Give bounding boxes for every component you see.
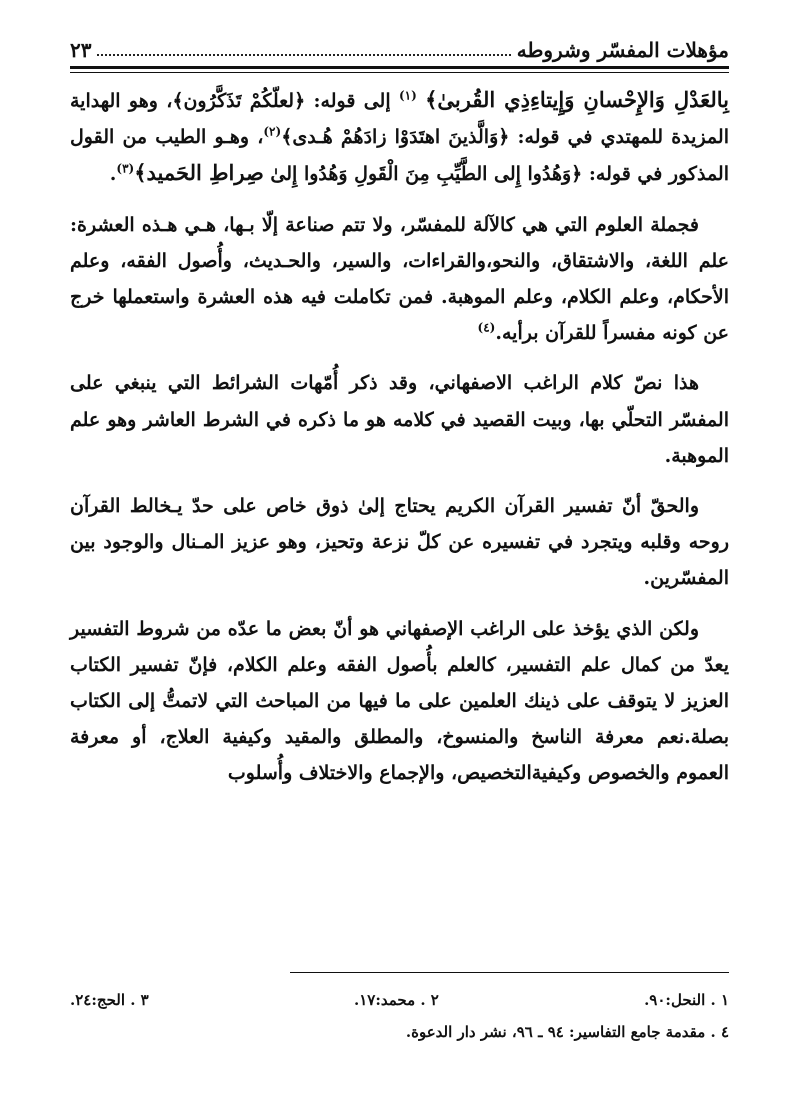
main-text	[70, 82, 729, 806]
paragraph-1-text-c: ، وهـو	[214, 126, 264, 149]
paragraph-2-text: فجملة العلوم التي هي كالآلة للمفسّر، ولا تتم صناعة إلّا بـها، هـي هـذه العشرة: علم اللغة، والاشتقاق، والنحو،والقراءات، والسير، والحـديث، وأُصول الفقه، وعلم الأحكام، وعلم الكلام، وعلم الموهبة. فمن تكاملت فيه هذه العشرة واستعملها خرج عن كونه مفسراً للقرآن برأيه.	[70, 213, 729, 345]
footnote-ref-4: (٤)	[477, 320, 496, 335]
footnote-ref-1: (١)	[398, 88, 417, 103]
quran-verse-3: صِراطِ الحَميد﴾	[134, 160, 264, 186]
paragraph-2	[70, 207, 729, 352]
paragraph-5-text: ولكن الذي يؤخذ على الراغب الإصفهاني هو أنّ بعض ما عدّه من شروط التفسير يعدّ من كمال علم التفسير، كالعلم بأُصول الفقه وعلم الكلام، فإنّ تفسير الكتاب العزيز لا يتوقف على ذينك العلمين على ما فيها من المباحث التي لاتمتُّ إلى الكتاب بصلة.نعم معرفة الناسخ والمنسوخ، والمطلق والمقيد وكيفية العلاج، أو معرفة العموم والخصوص وكيفيةالتخصيص، والإجماع والاختلاف وأُسلوب	[70, 617, 729, 785]
running-header	[70, 28, 729, 62]
header-dot-leader	[97, 54, 510, 56]
paragraph-3-text: هذا نصّ كلام الراغب الاصفهاني، وقد ذكر أُمّهات الشرائط التي ينبغي على المفسّر التحلّي بها، وبيت القصيد في كلامه هو ما ذكره في الشرط العاشر وهو علم الموهبة.	[70, 372, 729, 467]
header-rule-thick	[70, 66, 729, 69]
header-rule-thin	[70, 72, 729, 73]
paragraph-1-text-a: إلى قوله: ﴿لعلّكُمْ تَذَكَّرُون﴾، وهو	[128, 90, 391, 112]
paragraph-3	[70, 365, 729, 474]
paragraph-4-text: والحقّ أنّ تفسير القرآن الكريم يحتاج إلىٰ ذوق خاص على حدّ يـخالط القرآن روحه وقلبه ويتجرد في تفسيره عن كلّ نزعة وتحيز، وهو عزيز المـنال والوجود بين المفسّرين.	[70, 495, 729, 590]
paragraph-1-text-d: الطيب من القول المذكور في قوله: ﴿وَهُدُوا إِلى الطَّيِّبِ مِنَ الْقَولِ وَهُدُوا إِلىٰ	[70, 126, 729, 186]
footnote-ref-3: (٣)	[116, 162, 135, 177]
paragraph-5	[70, 611, 729, 792]
page-number: ٢٣	[70, 38, 92, 62]
footnote-4: ٤ . مقدمة جامع التفاسير: ٩٤ ـ ٩٦، نشر دار الدعوة.	[405, 1023, 729, 1041]
paragraph-4	[70, 488, 729, 597]
footnote-rule	[290, 972, 729, 973]
running-title: مؤهلات المفسّر وشروطه	[516, 38, 729, 62]
footnotes	[70, 986, 729, 1046]
footnote-ref-2: (٢)	[263, 124, 282, 139]
paragraph-1-end: .	[109, 163, 117, 186]
footnote-row	[70, 986, 729, 1018]
footnote-2: ٢ . محمد:١٧.	[353, 991, 439, 1009]
footnote-3: ٣ . الحج:٢٤.	[70, 991, 149, 1009]
footnote-1: ١ . النحل:٩٠.	[644, 991, 729, 1009]
quran-verse-1: بِالعَدْلِ وَالإِحْسانِ وَإِيتاءِذِي القُربىٰ﴾	[425, 87, 729, 112]
paragraph-1	[70, 82, 729, 193]
paragraph-1-text-b: الهداية المزيدة للمهتدي في قوله: ﴿وَالَّذينَ اهتَدَوْا زادَهُمْ هُـدى﴾	[70, 90, 729, 149]
